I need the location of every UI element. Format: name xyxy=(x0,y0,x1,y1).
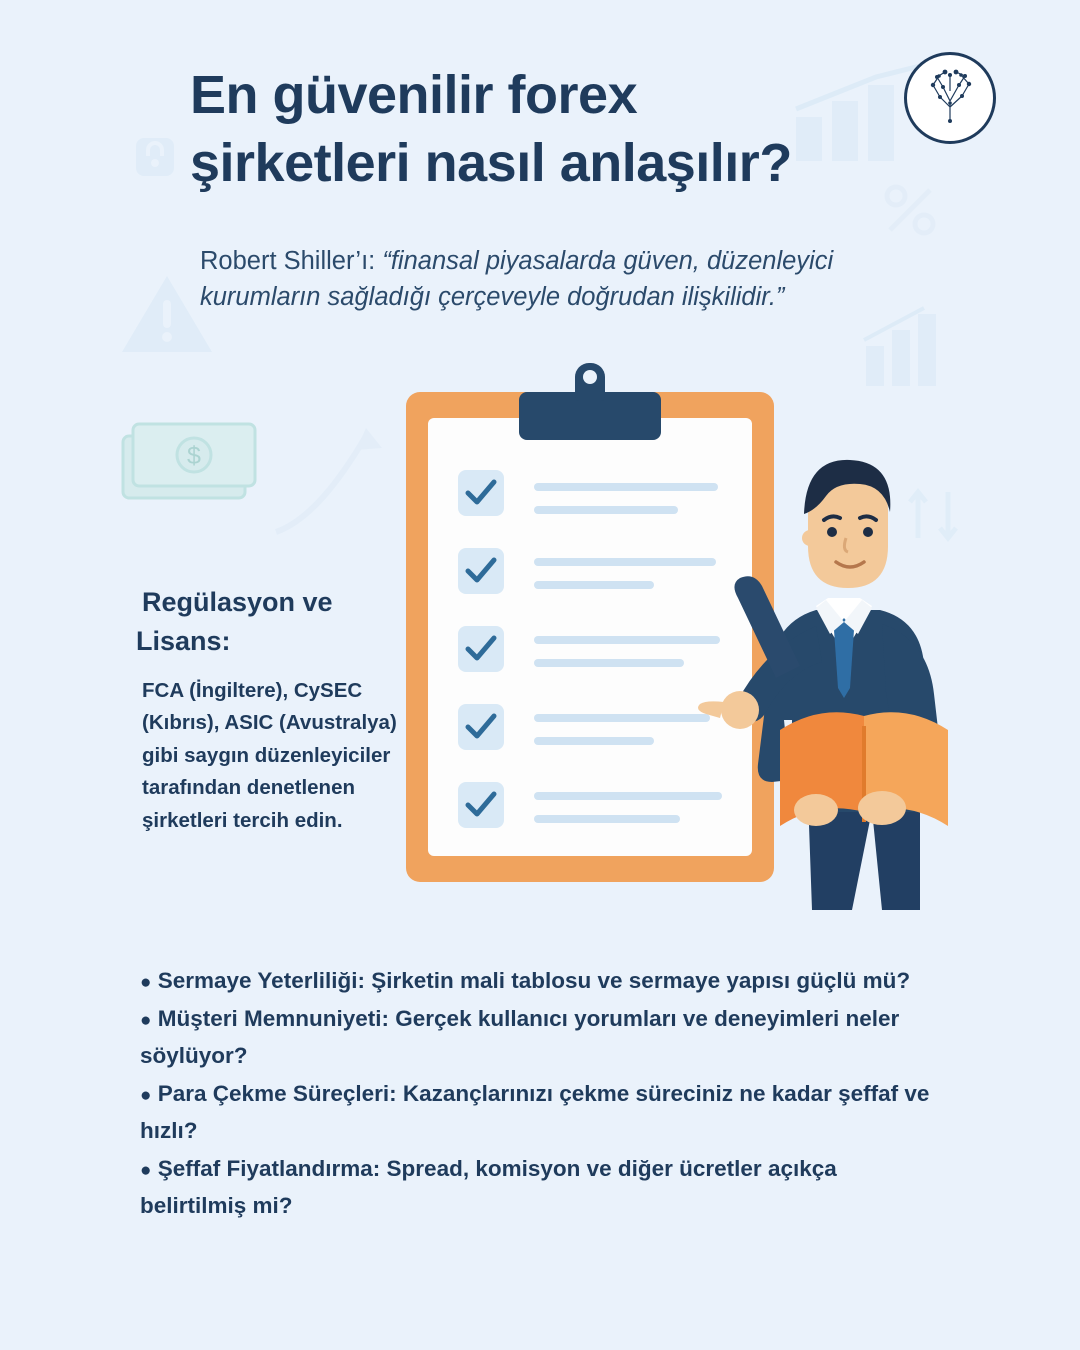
list-item xyxy=(140,1151,940,1224)
regulation-heading xyxy=(136,583,412,661)
checklist-checkbox-1[interactable] xyxy=(458,470,504,516)
bullet-marker-3: ● xyxy=(140,1085,152,1107)
page-title xyxy=(190,62,960,197)
quote-attribution: Robert Shiller’ı: xyxy=(200,247,383,275)
bullet-text-3: Para Çekme Süreçleri: Kazançlarınızı çekme süreciniz ne kadar şeffaf ve hızlı? xyxy=(140,1081,930,1143)
regulation-heading-line-1: Regülasyon ve xyxy=(142,587,333,617)
bullet-text-2: Müşteri Memnuniyeti: Gerçek kullanıcı yorumları ve deneyimleri neler söylüyor? xyxy=(140,1006,900,1068)
money-banknote-icon xyxy=(115,400,275,510)
page-title-line-2: şirketleri nasıl anlaşılır? xyxy=(190,132,792,193)
bullet-text-4: Şeffaf Fiyatlandırma: Spread, komisyon ve diğer ücretler açıkça belirtilmiş mi? xyxy=(140,1156,837,1218)
checklist-checkbox-4[interactable] xyxy=(458,704,504,750)
regulation-heading-line-2: Lisans: xyxy=(136,626,231,657)
bullet-marker-4: ● xyxy=(140,1160,152,1182)
page-title-line-1: En güvenilir forex xyxy=(190,65,638,125)
businessman-illustration xyxy=(620,410,990,930)
list-item xyxy=(140,1076,940,1149)
checklist-checkbox-5[interactable] xyxy=(458,782,504,828)
regulation-body-text: FCA (İngiltere), CySEC (Kıbrıs), ASIC (Avustralya) gibi saygın düzenleyiciler tarafından denetlenen şirketleri tercih edin. xyxy=(142,679,397,832)
bullet-marker-1: ● xyxy=(140,972,152,993)
checklist-bullets xyxy=(140,963,940,1226)
clipboard-knob xyxy=(575,363,605,401)
growth-arrow-decoration xyxy=(270,420,390,540)
checklist-checkbox-2[interactable] xyxy=(458,548,504,594)
lock-icon xyxy=(130,130,180,190)
list-item xyxy=(140,963,940,999)
bullet-text-1: Sermaye Yeterliliği: Şirketin mali tablosu ve sermaye yapısı güçlü mü? xyxy=(157,968,911,993)
bullet-marker-2: ● xyxy=(140,1010,152,1032)
list-item xyxy=(140,1001,940,1074)
svg-text:$: $ xyxy=(187,442,201,470)
quote-block xyxy=(200,243,890,315)
quote-text: “finansal piyasalarda güven, düzenleyici kurumların sağladığı çerçeveyle doğrudan ilişkilidir.” xyxy=(200,247,834,312)
checklist-checkbox-3[interactable] xyxy=(458,626,504,672)
